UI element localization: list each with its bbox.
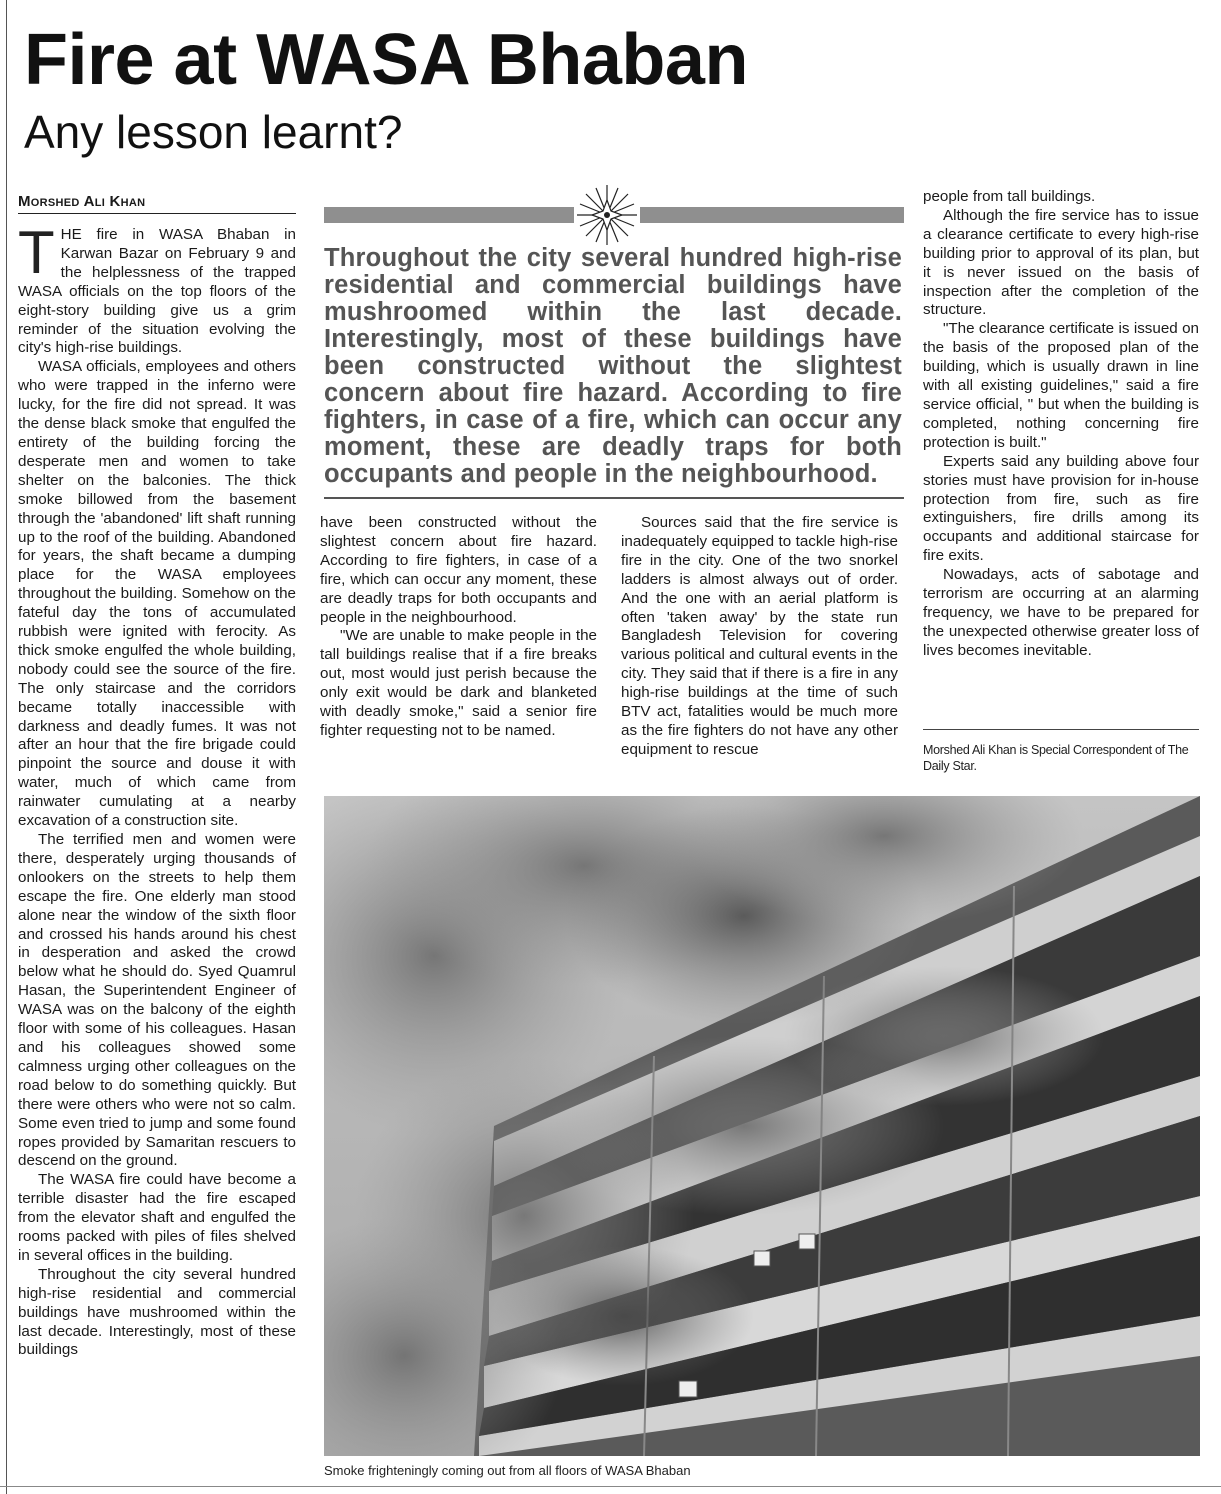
paragraph: people from tall buildings.: [923, 188, 1096, 205]
left-border-rule: [6, 0, 7, 1494]
paragraph: "We are unable to make people in the tall buildings realise that if a fire breaks out, most would just perish because the only exit would be dark and blanketed with deadly smoke," said a senior fire fighter requesting not to be named.: [320, 627, 597, 739]
paragraph: Throughout the city several hundred high-rise residential and commercial buildings have mushroomed within the last decade. Interestingly, most of these buildings: [18, 1265, 296, 1359]
pullquote-bottom-rule: [324, 497, 904, 499]
drop-cap: T: [18, 226, 55, 286]
article-column-1: [18, 226, 296, 1476]
bottom-border-rule: [0, 1486, 1221, 1487]
subheadline: Any lesson learnt?: [24, 106, 403, 158]
paragraph: The WASA fire could have become a terrible disaster had the fire escaped from the elevator shaft and engulfed the rooms packed with piles of files shelved in several offices in the building.: [18, 1171, 296, 1264]
pull-quote: Throughout the city several hundred high-rise residential and commercial buildings have mushroomed within the last decade. Interestingly, most of these buildings have been constructed without the slightest concern about fire hazard. According to fire fighters, in case of a fire, which can occur any moment, these are deadly traps for both occupants and people in the neighbourhood.: [324, 244, 902, 488]
article-column-4: [923, 188, 1199, 708]
paragraph: WASA officials, employees and others who were trapped in the inferno were lucky, for the fire did not spread. It was the dense black smoke that engulfed the entirety of the building forcing the desperate men and women to take shelter on the balconies. The thick smoke billowed from the basement through the 'abandoned' lift shaft running up to the roof of the building. Abandoned for years, the shaft became a dumping place for the WASA employees throughout the building. Somehow on the fateful day the tons of accumulated rubbish were ignited with ferocity. As thick smoke engulfed the whole building, nobody could see the source of the fire. The only staircase and the corridors became totally inaccessible with darkness and deadly fumes. It was not after an hour that the fire brigade could pinpoint the source and douse it with water, much of which came from rainwater cumulating at a nearby excavation of a construction site.: [18, 358, 296, 830]
paragraph: have been constructed without the slightest concern about fire hazard. According to fire fighters, in case of a fire, which can occur any moment, these are deadly traps for both occupants and people in the neighbourhood.: [320, 514, 597, 626]
author-bio: Morshed Ali Khan is Special Correspondent of The Daily Star.: [923, 743, 1189, 773]
photo-caption: Smoke frighteningly coming out from all floors of WASA Bhaban: [324, 1463, 691, 1478]
paragraph: The terrified men and women were there, desperately urging thousands of onlookers on the streets to help them escape the fire. One elderly man stood alone near the window of the sixth floor and crossed his hands around his chest in desperation and asked the crowd below what he should do. Syed Quamrul Hasan, the Superintendent Engineer of WASA was on the balcony of the eighth floor with some of his colleagues. Hasan and his colleagues showed some calmness urging other colleagues on the road below to do something quickly. But there were others who were not so calm. Some even tried to jump and some found ropes provided by Samaritan rescuers to descend on the ground.: [18, 831, 296, 1170]
paragraph: "The clearance certificate is issued on the basis of the proposed plan of the building, which is usually drawn in line with all existing guidelines," said a fire service official, " but when the building is completed, nothing concerning fire protection is built.": [923, 320, 1199, 451]
paragraph: Sources said that the fire service is inadequately equipped to tackle high-rise fire in the city. One of the two snorkel ladders is almost always out of order. And the one with an aerial platform is often 'taken away' by the state run Bangladesh Television for covering various political and cultural events in the city. They said that if there is a fire in any high-rise buildings at the time of such BTV act, fatalities would be much more as the fire fighters do not have any other equipment to rescue: [621, 514, 898, 758]
paragraph: THE fire in WASA Bhaban in Karwan Bazar on February 9 and the helplessness of the trapped WASA officials on the top floors of the eight-story building give us a grim reminder of the situation evolving the city's high-rise buildings.: [18, 226, 296, 357]
byline: Morshed Ali Khan: [18, 193, 296, 214]
paragraph: Nowadays, acts of sabotage and terrorism are occurring at an alarming frequency, we have to be prepared for the unexpected otherwise greater loss of lives becomes inevitable.: [923, 566, 1199, 659]
paragraph: Although the fire service has to issue a clearance certificate to every high-rise building prior to approval of its plan, but it is never issued on the basis of inspection after the completion of the structure.: [923, 206, 1199, 319]
article-column-3: [621, 514, 898, 786]
paragraph: Experts said any building above four stories must have provision for in-house protection from fire, such as fire extinguishers, fire drills among its occupants and additional staircase for fire exits.: [923, 452, 1199, 565]
bio-rule: [923, 729, 1199, 730]
headline: Fire at WASA Bhaban: [24, 20, 748, 100]
article-column-2: [320, 514, 597, 786]
starburst-icon: [574, 182, 640, 248]
news-photo: [324, 796, 1200, 1456]
